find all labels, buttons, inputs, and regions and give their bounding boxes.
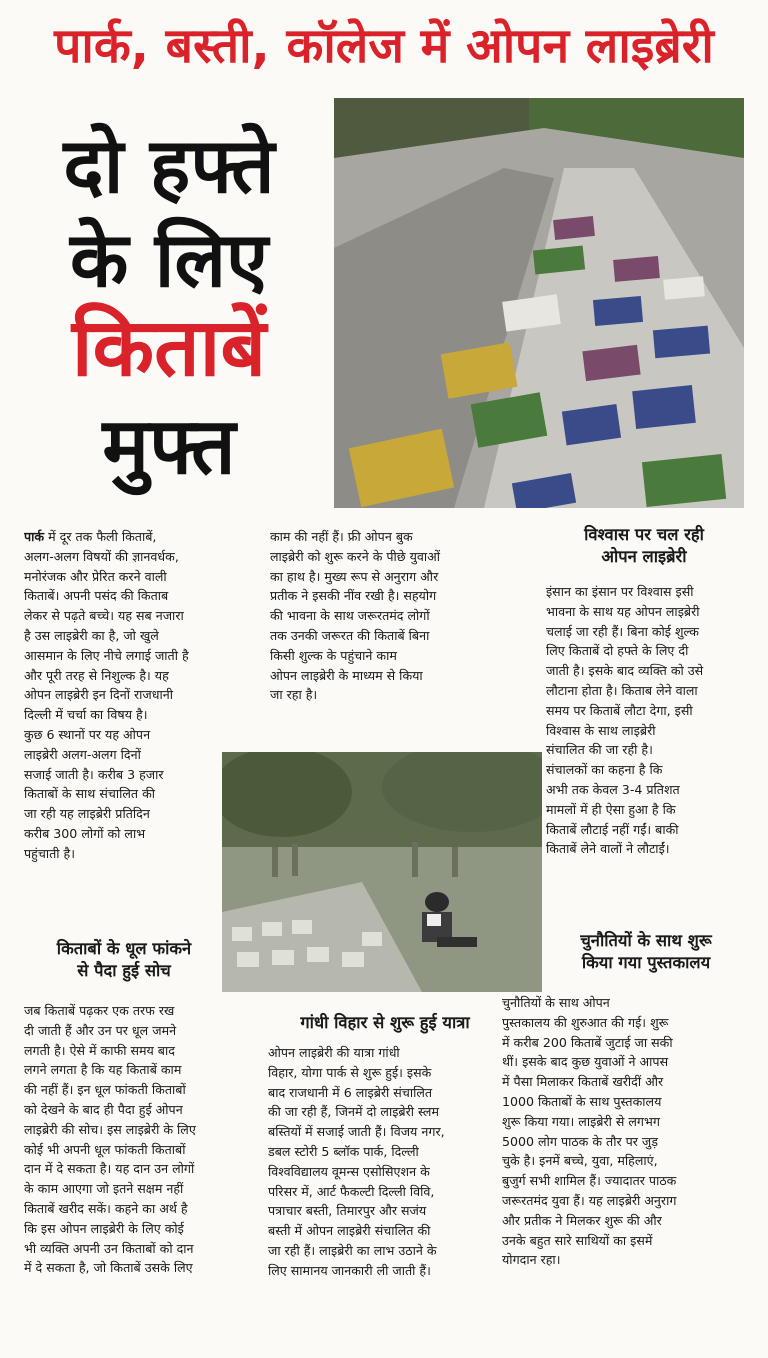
- reader-on-grass-photo: [222, 752, 542, 992]
- headline-line-1: दो हफ्ते: [63, 121, 275, 210]
- headline-line-4: मुफ्त: [102, 402, 236, 492]
- column-2-paragraph-2: ओपन लाइब्रेरी की यात्रा गांधी विहार, योगा पार्क से शुरू हुई। इसके बाद राजधानी में 6 लाइब्रेरी संचालित की जा रही हैं, जिनमें दो लाइब्रेरी स्लम बस्तियों में सजाई जाती हैं। विजय नगर, डबल स्टोरी 5 ब्लॉक पार्क, दिल्ली विश्वविद्यालय वूमन्स एसोसिएशन के परिसर में, आर्ट फैकल्टी दिल्ली विवि, पत्राचार बस्ती, तिमारपुर और सजंय बस्ती में ओपन लाइब्रेरी संचालित की जा रही हैं। लाइब्रेरी का लाभ उठाने के लिए सामानय जानकारी ली जाती हैं।: [268, 1045, 445, 1278]
- subheading-dust-idea: किताबों के धूल फांकने से पैदा हुई सोच: [56, 939, 192, 980]
- headline-line-3: किताबें: [71, 301, 267, 394]
- column-1-paragraph-2: जब किताबें पढ़कर एक तरफ रख दी जाती हैं और उन पर धूल जमने लगती है। ऐसे में काफी समय बाद लगने लगता है कि यह किताबें काम की नहीं हैं। इन धूल फांकती किताबों को देखने के बाद ही पैदा हुई ओपन लाइब्रेरी की सोच। इस लाइब्रेरी के लिए कोई भी अपनी धूल फांकती किताबों दान में दे सकता है। यह दान उन लोगों के काम आएगा जो इतने सक्षम नहीं किताबें खरीद सकें। कहने का अर्थ है कि इस ओपन लाइब्रेरी के लिए कोई भी व्यक्ति अपनी उन किताबों को दान में दे सकता है, जो किताबें उसके लिए: [24, 1003, 196, 1276]
- column-2-paragraph-1: काम की नहीं हैं। फ्री ओपन बुक लाइब्रेरी को शुरू करने के पीछे युवाओं का हाथ है। मुख्य रूप से अनुराग और प्रतीक ने इसकी नींव रखी है। सहयोग की भावना के साथ जरूरतमंद लोगों तक उनकी जरूरत की किताबें बिना किसी शुल्क के पहुंचाने काम ओपन लाइब्रेरी के माध्यम से किया जा रहा है।: [270, 529, 441, 703]
- headline-line-2: के लिए: [69, 215, 269, 304]
- subheading-challenges: चुनौतियों के साथ शुरू किया गया पुस्तकालय: [580, 931, 712, 972]
- column-3-paragraph-2: चुनौतियों के साथ ओपन पुस्तकालय की शुरुआत की गई। शुरू में करीब 200 किताबें जुटाई जा सकी थीं। इसके बाद कुछ युवाओं ने आपस में पैसा मिलाकर किताबें खरीदीं और 1000 किताबों के साथ पुस्तकालय शुरू किया गया। लाइब्रेरी से लगभग 5000 लोग पाठक के तौर पर जुड़ चुके है। इनमें बच्चे, युवा, महिलाएं, बुजुर्ग सभी शामिल हैं। ज्यादातर पाठक जरूरतमंद युवा हैं। यह लाइब्रेरी अनुराग और प्रतीक ने मिलकर शुरू की और उनके बहुत सारे साथियों का इसमें योगदान रहा।: [502, 995, 677, 1268]
- column-1-intro: [24, 527, 264, 864]
- subheading-trust: विश्वास पर चल रही ओपन लाइब्रेरी: [584, 525, 704, 566]
- books-in-park-photo: [334, 98, 744, 508]
- lead-word: पार्क: [24, 529, 45, 544]
- subheading-gandhi-vihar: गांधी विहार से शुरू हुई यात्रा: [300, 1013, 470, 1032]
- column-3-paragraph-1: इंसान का इंसान पर विश्वास इसी भावना के साथ यह ओपन लाइब्रेरी चलाई जा रही हैं। बिना कोई शुल्क लिए किताबें दो हफ्ते के लिए दी जाती है। इसके बाद व्यक्ति को उसे लौटाना होता है। किताब लेने वाला समय पर किताबें लौटा देगा, इसी विश्वास के साथ लाइब्रेरी संचालित की जा रही है। संचालकों का कहना है कि अभी तक केवल 3-4 प्रतिशत मामलों में ही ऐसा हुआ है कि किताबें लौटाई नहीं गईं। बाकी किताबें लेने वालों ने लौटाईं।: [546, 584, 704, 857]
- column-1-intro-text: में दूर तक फैली किताबें, अलग-अलग विषयों की ज्ञानवर्धक, मनोरंजक और प्रेरित करने वाली किताबें। अपनी पसंद की किताब लेकर से पढ़ते बच्चे। यह सब नजारा है उस लाइब्रेरी का है, जो खुले आसमान के लिए नीचे लगाई जाती है और पूरी तरह से निशुल्क है। यह ओपन लाइब्रेरी इन दिनों राजधानी दिल्ली में चर्चा का विषय है। कुछ 6 स्थानों पर यह ओपन लाइब्रेरी अलग-अलग दिनों सजाई जाती है। करीब 3 हजार किताबों के साथ संचालित की जा रही यह लाइब्रेरी प्रतिदिन करीब 300 लोगों को लाभ पहुंचाती है।: [24, 529, 189, 861]
- kicker-headline: पार्क, बस्ती, कॉलेज में ओपन लाइब्रेरी: [54, 18, 714, 74]
